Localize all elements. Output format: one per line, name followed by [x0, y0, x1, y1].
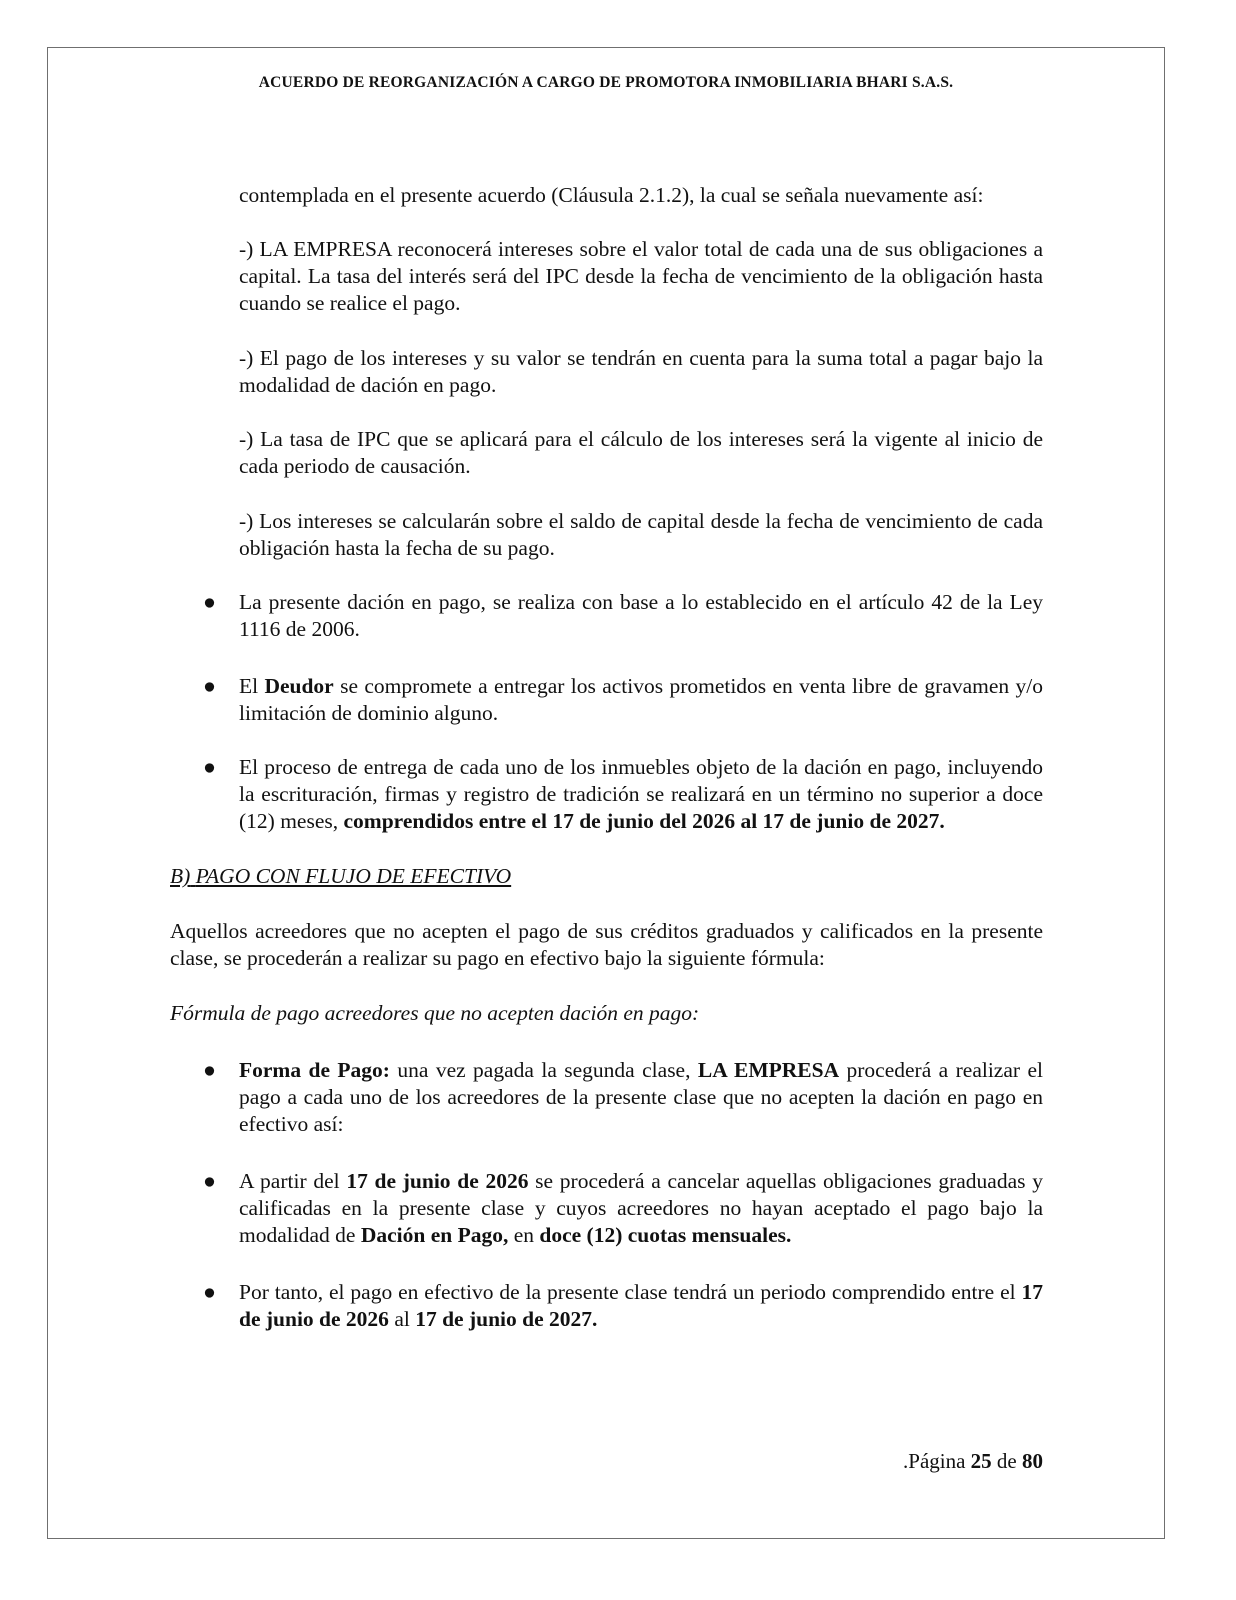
- document-body: [170, 182, 1043, 1333]
- interest-clause-1: -) LA EMPRESA reconocerá intereses sobre el valor total de cada una de sus obligaciones a capital. La tasa del interés será del IPC desde la fecha de vencimiento de la obligación hasta cuando se realice el pago.: [239, 237, 1043, 315]
- bullet-icon: ●: [203, 1169, 216, 1193]
- list-item-por-tanto: ● Por tanto, el pago en efectivo de la presente clase tendrá un periodo comprendido entre el 17 de junio de 2026 al 17 de junio de 2027.: [203, 1280, 1043, 1331]
- list-item-forma-de-pago: ● Forma de Pago: una vez pagada la segunda clase, LA EMPRESA procederá a realizar el pago a cada uno de los acreedores de la presente clase que no acepten la dación en pago en efectivo así:: [203, 1058, 1043, 1136]
- bullet-icon: ●: [203, 590, 216, 614]
- list-item-entrega: ● El proceso de entrega de cada uno de los inmuebles objeto de la dación en pago, incluyendo la escrituración, firmas y registro de tradición se realizará en un término no superior a doce (12) meses, comprendidos entre el 17 de junio del 2026 al 17 de junio de 2027.: [203, 755, 1043, 833]
- document-header: ACUERDO DE REORGANIZACIÓN A CARGO DE PROMOTORA INMOBILIARIA BHARI S.A.S.: [258, 74, 954, 91]
- page-number: .Página 25 de 80: [903, 1449, 1043, 1473]
- interest-clause-3: -) La tasa de IPC que se aplicará para el cálculo de los intereses será la vigente al inicio de cada periodo de causación.: [239, 427, 1043, 478]
- bullet-icon: ●: [203, 674, 216, 698]
- interest-clause-2: -) El pago de los intereses y su valor se tendrán en cuenta para la suma total a pagar bajo la modalidad de dación en pago.: [239, 346, 1043, 397]
- intro-paragraph: contemplada en el presente acuerdo (Cláusula 2.1.2), la cual se señala nuevamente así:: [239, 183, 984, 207]
- bullet-icon: ●: [203, 755, 216, 779]
- section-b-heading: B) PAGO CON FLUJO DE EFECTIVO: [170, 864, 512, 888]
- interest-clause-4: -) Los intereses se calcularán sobre el saldo de capital desde la fecha de vencimiento de cada obligación hasta la fecha de su pago.: [239, 509, 1043, 560]
- list-item-ley-1116: ● La presente dación en pago, se realiza con base a lo establecido en el artículo 42 de la Ley 1116 de 2006.: [203, 590, 1043, 641]
- section-b-paragraph: Aquellos acreedores que no acepten el pago de sus créditos graduados y calificados en la presente clase, se procederán a realizar su pago en efectivo bajo la siguiente fórmula:: [170, 919, 1043, 970]
- bullet-icon: ●: [203, 1280, 216, 1304]
- formula-title: Fórmula de pago acreedores que no acepten dación en pago:: [170, 1001, 700, 1025]
- bullet-icon: ●: [203, 1058, 216, 1082]
- list-item-a-partir: ● A partir del 17 de junio de 2026 se procederá a cancelar aquellas obligaciones graduadas y calificadas en la presente clase y cuyos acreedores no hayan aceptado el pago bajo la modalidad de Dación en Pago, en doce (12) cuotas mensuales.: [203, 1169, 1043, 1247]
- list-item-deudor: ● El Deudor se compromete a entregar los activos prometidos en venta libre de gravamen y/o limitación de dominio alguno.: [203, 674, 1043, 725]
